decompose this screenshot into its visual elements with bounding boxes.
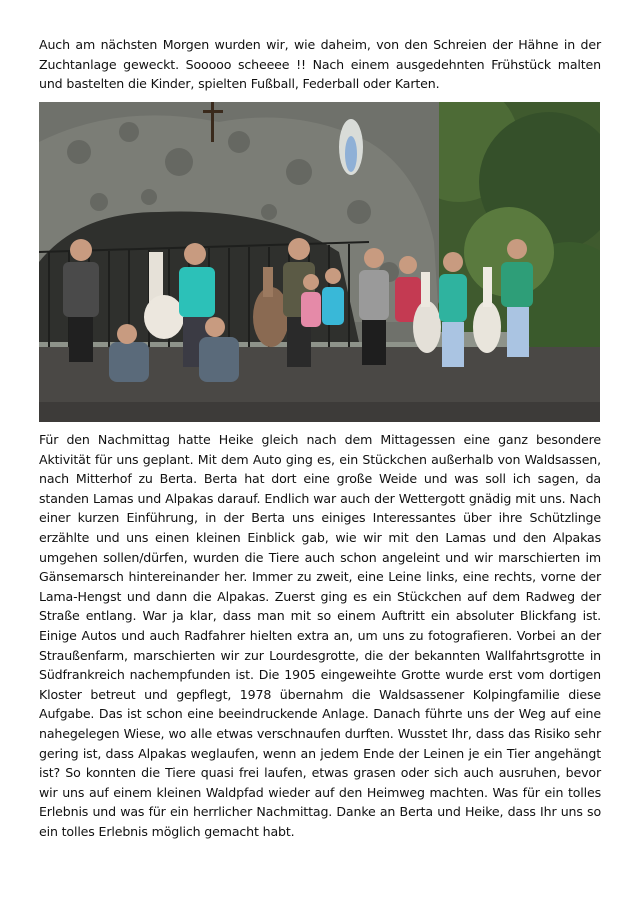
group-photo-illustration — [39, 102, 600, 422]
afternoon-paragraph: Für den Nachmittag hatte Heike gleich nach dem Mittagessen eine ganz besondere Aktivität für uns geplant. Mit dem Auto ging es, ein Stückchen außerhalb von Waldsassen, nach Mitterhof zu Berta. Berta hat dort eine große Weide und was soll ich sagen, da standen Lamas und Alpakas darauf. Endlich war auch der Wettergott gnädig mit uns. Nach einer kurzen Einführung, in der Berta uns einiges Interessantes über ihre Schützlinge erzählte und uns einen kleinen Einblick gab, wie wir mit den Lamas und den Alpakas umgehen sollen/dürfen, wurden die Tiere auch schon angeleint und wir marschierten im Gänsemarsch hintereinander her. Immer zu zweit, eine Leine links, eine rechts, vorne der Lama-Hengst und dann die Alpakas. Zuerst ging es ein Stückchen auf dem Radweg der Straße entlang. War ja klar, dass man mit so einem Auftritt ein absoluter Blickfang ist. Einige Autos und auch Radfahrer hielten extra an, um uns zu fotografieren. Vorbei an der Straußenfarm, marschierten wir zur Lourdesgrotte, die der bekannten Wallfahrtsgrotte in Südfrankreich nachempfunden ist. Die 1905 eingeweihte Grotte wurde erst vom dortigen Kloster betreut und gepflegt, 1978 übernahm die Waldsassener Kolpingfamilie diese Aufgabe. Das ist schon eine beeindruckende Anlage. Danach führte uns der Weg auf eine nahegelegen Wiese, wo alle etwas verschnaufen durften. Wusstet Ihr, dass das Risiko sehr gering ist, dass Alpakas weglaufen, wenn an jedem Ende der Leinen je ein Tier angehängt ist? So konnten die Tiere quasi frei laufen, etwas grasen oder sich auch ausruhen, bevor wir uns auf einem kleinen Waldpfad wieder auf den Heimweg machten. Was für ein tolles Erlebnis und was für ein herrlicher Nachmittag. Danke an Berta und Heike, dass Ihr uns so ein tolles Erlebnis möglich gemacht habt. — [39, 432, 601, 839]
group-photo — [39, 102, 600, 422]
intro-paragraph: Auch am nächsten Morgen wurden wir, wie daheim, von den Schreien der Hähne in der Zuchtanlage geweckt. Sooooo scheeee !! Nach einem ausgedehnten Frühstück malten und bastelten die Kinder, spielten Fußball, Federball oder Karten. — [39, 37, 601, 92]
